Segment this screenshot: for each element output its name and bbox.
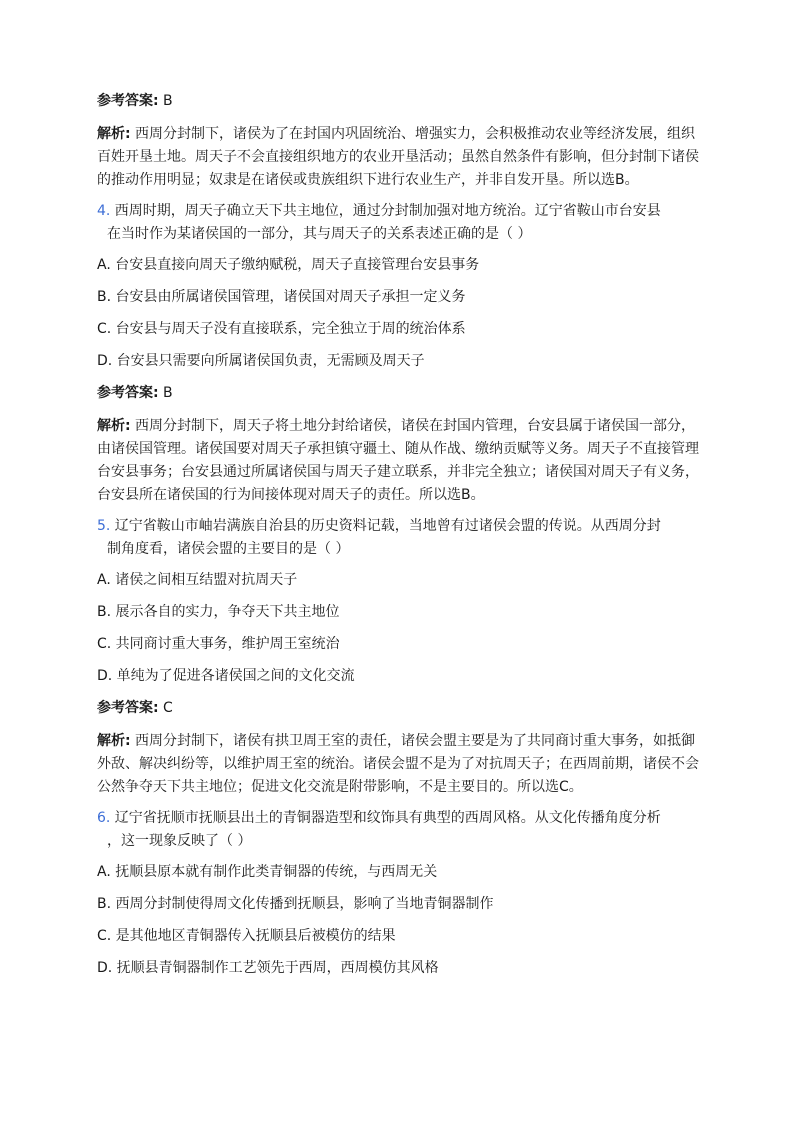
analysis-paragraph — [97, 415, 702, 507]
answer-value: C — [158, 700, 173, 716]
option-a: A. 诸侯之间相互结盟对抗周天子 — [97, 572, 298, 588]
analysis-label: 解析: — [97, 126, 131, 142]
option-d: D. 抚顺县青铜器制作工艺领先于西周，西周模仿其风格 — [97, 960, 439, 976]
answer-value: B — [158, 93, 173, 109]
analysis-text: 西周分封制下，诸侯为了在封国内巩固统治、增强实力，会积极推动农业等经济发展，组织百姓开垦土地。周天子不会直接组织地方的农业开垦活动；虽然自然条件有影响，但分封制下诸侯的推动作用明显；奴隶是在诸侯或贵族组织下进行农业生产，并非自发开垦。所以选B。 — [97, 126, 699, 188]
question-number: 6. — [97, 810, 111, 826]
option-c: C. 台安县与周天子没有直接联系，完全独立于周的统治体系 — [97, 321, 466, 337]
option-b: B. 台安县由所属诸侯国管理，诸侯国对周天子承担一定义务 — [97, 289, 466, 305]
question-text-line1: 西周时期，周天子确立天下共主地位，通过分封制加强对地方统治。辽宁省鞍山市台安县 — [110, 203, 661, 219]
question-text-line1: 辽宁省鞍山市岫岩满族自治县的历史资料记载，当地曾有过诸侯会盟的传说。从西周分封 — [110, 518, 661, 534]
analysis-text: 西周分封制下，周天子将土地分封给诸侯，诸侯在封国内管理，台安县属于诸侯国一部分，由诸侯国管理。诸侯国要对周天子承担镇守疆土、随从作战、缴纳贡赋等义务。周天子不直接管理台安县事务；台安县通过所属诸侯国与周天子建立联系，并非完全独立；诸侯国对周天子有义务，台安县所在诸侯国的行为间接体现对周天子的责任。所以选B。 — [97, 418, 699, 503]
question-number: 5. — [97, 518, 111, 534]
question-stem — [97, 807, 702, 853]
question-text-line2: ，这一现象反映了（ ） — [107, 833, 252, 849]
analysis-label: 解析: — [97, 733, 131, 749]
option-a: A. 抚顺县原本就有制作此类青铜器的传统，与西周无关 — [97, 864, 438, 880]
answer-label: 参考答案: — [97, 93, 159, 109]
question-4 — [97, 200, 702, 373]
question-6 — [97, 807, 702, 980]
question-stem — [97, 200, 702, 246]
answer-line — [97, 382, 702, 405]
question-text-line2: 在当时作为某诸侯国的一部分，其与周天子的关系表述正确的是（ ） — [107, 226, 532, 242]
analysis-paragraph — [97, 123, 702, 192]
option-a: A. 台安县直接向周天子缴纳赋税，周天子直接管理台安县事务 — [97, 257, 480, 273]
answer-line — [97, 90, 702, 113]
option-c: C. 是其他地区青铜器传入抚顺县后被模仿的结果 — [97, 928, 396, 944]
analysis-text: 西周分封制下，诸侯有拱卫周王室的责任，诸侯会盟主要是为了共同商讨重大事务，如抵御外敌、解决纠纷等，以维护周王室的统治。诸侯会盟不是为了对抗周天子；在西周前期，诸侯不会公然争夺天下共主地位；促进文化交流是附带影响，不是主要目的。所以选C。 — [97, 733, 699, 795]
analysis-paragraph — [97, 730, 702, 799]
document-page — [97, 90, 702, 989]
question-text-line1: 辽宁省抚顺市抚顺县出土的青铜器造型和纹饰具有典型的西周风格。从文化传播角度分析 — [110, 810, 661, 826]
analysis-label: 解析: — [97, 418, 131, 434]
answer-line — [97, 697, 702, 720]
question-number: 4. — [97, 203, 111, 219]
option-d: D. 单纯为了促进各诸侯国之间的文化交流 — [97, 668, 355, 684]
option-c: C. 共同商讨重大事务，维护周王室统治 — [97, 636, 340, 652]
question-text-line2: 制角度看，诸侯会盟的主要目的是（ ） — [107, 541, 350, 557]
question-5 — [97, 515, 702, 688]
option-b: B. 展示各自的实力，争夺天下共主地位 — [97, 604, 340, 620]
option-d: D. 台安县只需要向所属诸侯国负责，无需顾及周天子 — [97, 353, 425, 369]
answer-label: 参考答案: — [97, 385, 159, 401]
answer-value: B — [158, 385, 173, 401]
question-stem — [97, 515, 702, 561]
option-b: B. 西周分封制使得周文化传播到抚顺县，影响了当地青铜器制作 — [97, 896, 494, 912]
answer-label: 参考答案: — [97, 700, 159, 716]
